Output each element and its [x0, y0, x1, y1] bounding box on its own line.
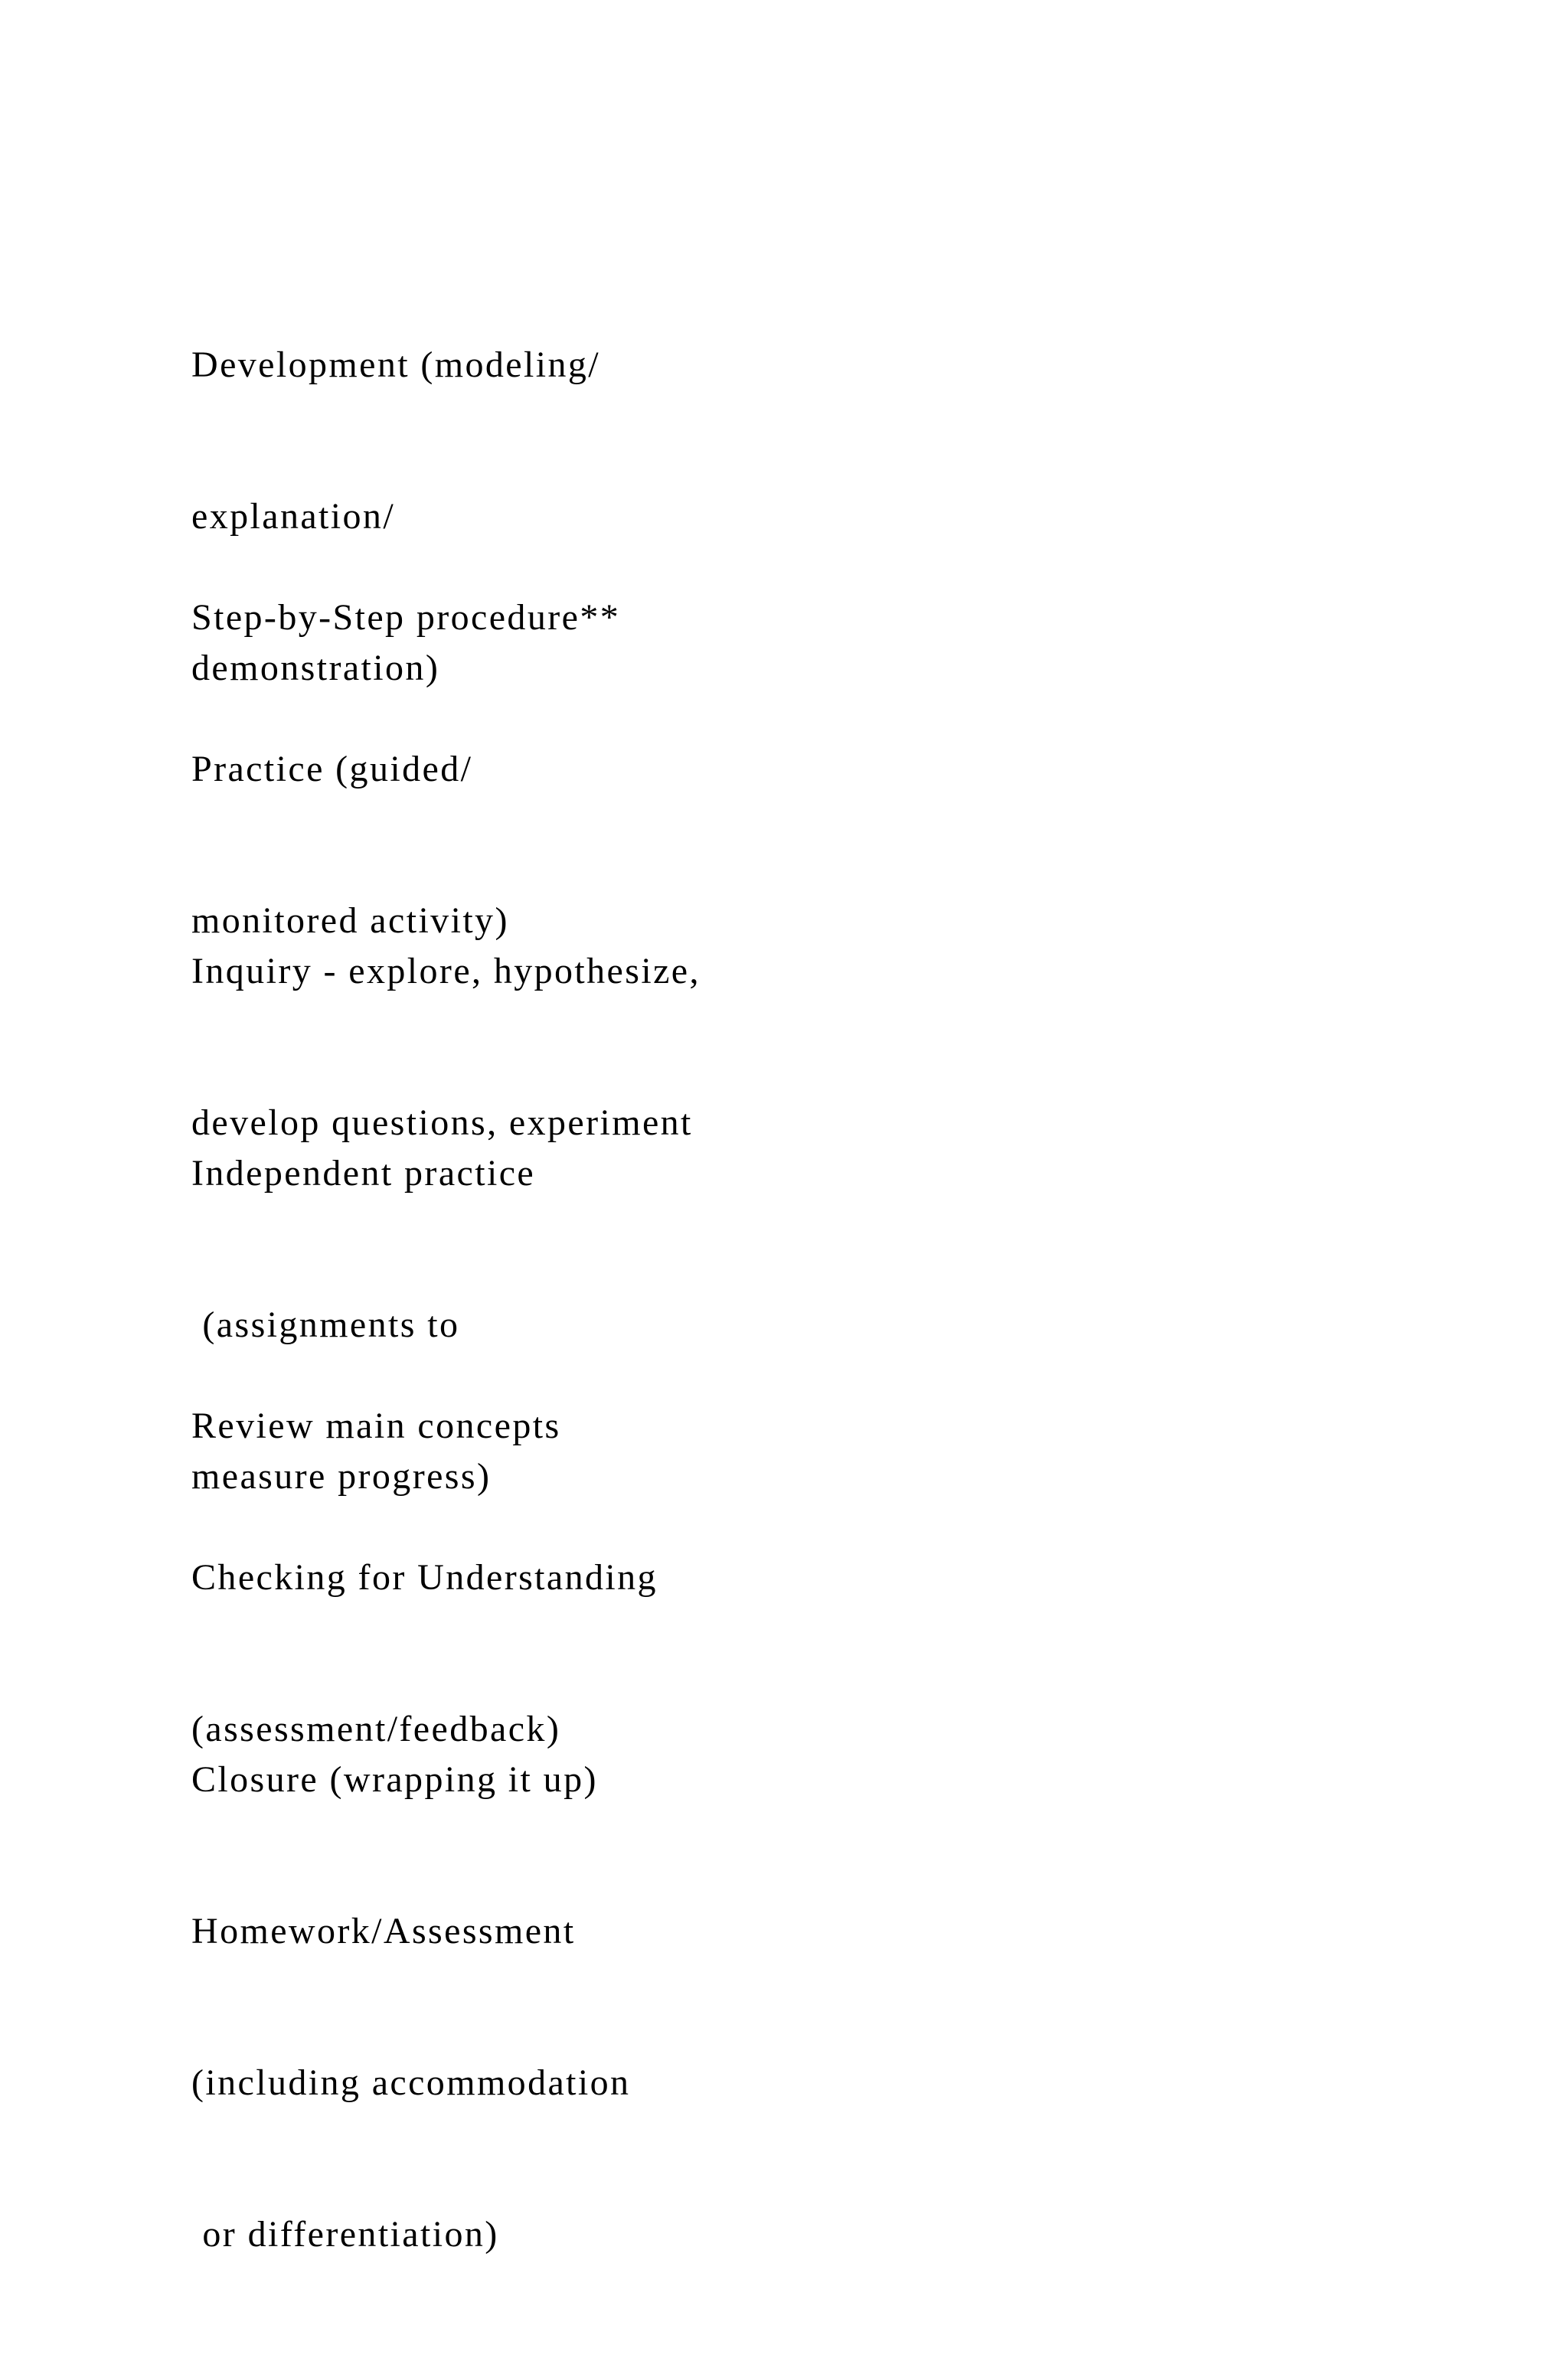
section-line: (assessment/feedback)	[191, 1709, 561, 1749]
section-line: Closure (wrapping it up)	[191, 1759, 598, 1800]
section-line: Checking for Understanding	[191, 1557, 658, 1598]
section-line: Homework/Assessment	[191, 1911, 576, 1951]
section-line: monitored activity)	[191, 900, 509, 941]
section-line: or differentiation)	[191, 2214, 499, 2255]
section-line: demonstration)	[191, 648, 440, 688]
section-line: Independent practice	[191, 1153, 536, 1194]
section-line: explanation/	[191, 496, 396, 537]
section-line: (including accommodation	[191, 2062, 631, 2103]
section-homework	[191, 1805, 630, 2361]
section-line: Review main concepts	[191, 1406, 561, 1446]
section-line: develop questions, experiment	[191, 1102, 693, 1143]
section-line: Step-by-Step procedure**	[191, 597, 621, 638]
section-line: Practice (guided/	[191, 749, 473, 789]
section-line: measure progress)	[191, 1456, 492, 1497]
section-line: (assignments to	[191, 1305, 460, 1345]
section-line: Development (modeling/	[191, 345, 601, 385]
section-line: Inquiry - explore, hypothesize,	[191, 951, 701, 991]
